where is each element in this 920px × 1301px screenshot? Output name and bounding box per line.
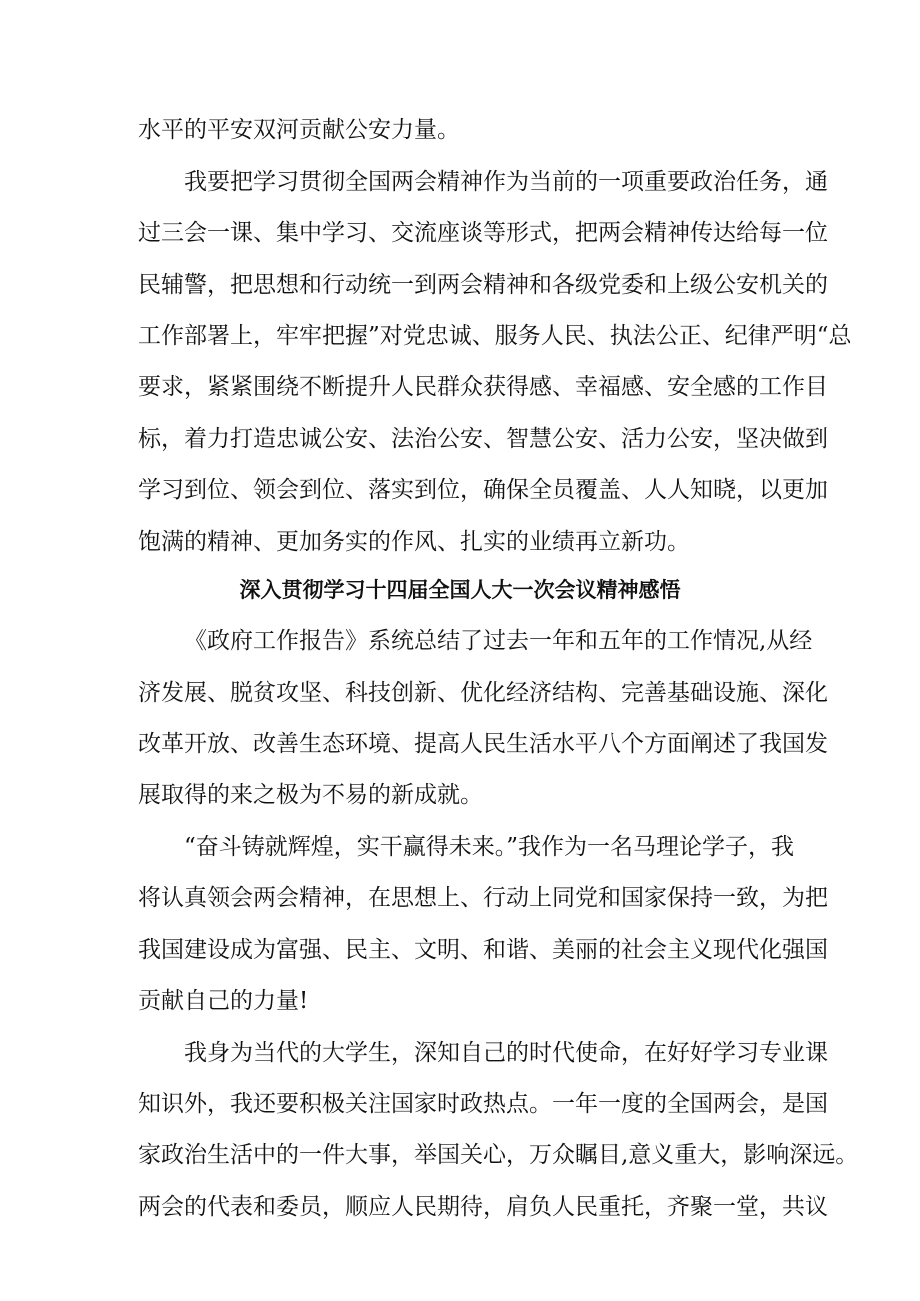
paragraph-2-line-8: 饱满的精神、更加务实的作风、扎实的业绩再立新功。 (138, 529, 690, 555)
paragraph-2-line-1: 我要把学习贯彻全国两会精神作为当前的一项重要政治任务，通 (184, 169, 828, 195)
paragraph-2-line-4: 工作部署上，牢牢把握”对党忠诚、服务人民、执法公正、纪律严明“总 (138, 323, 852, 349)
paragraph-5-line-3: 家政治生活中的一件大事，举国关心，万众瞩目,意义重大，影响深远。 (138, 1142, 859, 1168)
paragraph-2-line-3: 民辅警，把思想和行动统一到两会精神和各级党委和上级公安机关的 (138, 272, 828, 298)
section-heading: 深入贯彻学习十四届全国人大一次会议精神感悟 (239, 578, 681, 602)
paragraph-5-line-4: 两会的代表和委员，顺应人民期待，肩负人民重托，齐聚一堂，共议 (138, 1194, 828, 1220)
paragraph-5-line-2: 知识外，我还要积极关注国家时政热点。一年一度的全国两会，是国 (138, 1091, 828, 1117)
paragraph-5-line-1: 我身为当代的大学生，深知自己的时代使命，在好好学习专业课 (184, 1040, 828, 1066)
paragraph-1-line-1: 水平的平安双河贡献公安力量。 (138, 117, 460, 143)
paragraph-2-line-2: 过三会一课、集中学习、交流座谈等形式，把两会精神传达给每一位 (138, 220, 828, 246)
paragraph-3-line-4: 展取得的来之极为不易的新成就。 (138, 782, 483, 808)
paragraph-3-line-1: 《政府工作报告》系统总结了过去一年和五年的工作情况,从经 (184, 628, 813, 654)
paragraph-4-line-2: 将认真领会两会精神，在思想上、行动上同党和国家保持一致，为把 (138, 885, 828, 911)
paragraph-4-line-3: 我国建设成为富强、民主、文明、和谐、美丽的社会主义现代化强国 (138, 937, 828, 963)
paragraph-2-line-7: 学习到位、领会到位、落实到位，确保全员覆盖、人人知晓，以更加 (138, 477, 828, 503)
paragraph-4-line-1: “奋斗铸就辉煌，实干赢得未来。”我作为一名马理论学子，我 (184, 834, 795, 860)
paragraph-3-line-2: 济发展、脱贫攻坚、科技创新、优化经济结构、完善基础设施、深化 (138, 680, 828, 706)
paragraph-2-line-6: 标，着力打造忠诚公安、法治公安、智慧公安、活力公安，坚决做到 (138, 426, 828, 452)
paragraph-4-line-4: 贡献自己的力量! (138, 988, 309, 1014)
paragraph-2-line-5: 要求，紧紧围绕不断提升人民群众获得感、幸福感、安全感的工作目 (138, 374, 828, 400)
paragraph-3-line-3: 改革开放、改善生态环境、提高人民生活水平八个方面阐述了我国发 (138, 731, 828, 757)
